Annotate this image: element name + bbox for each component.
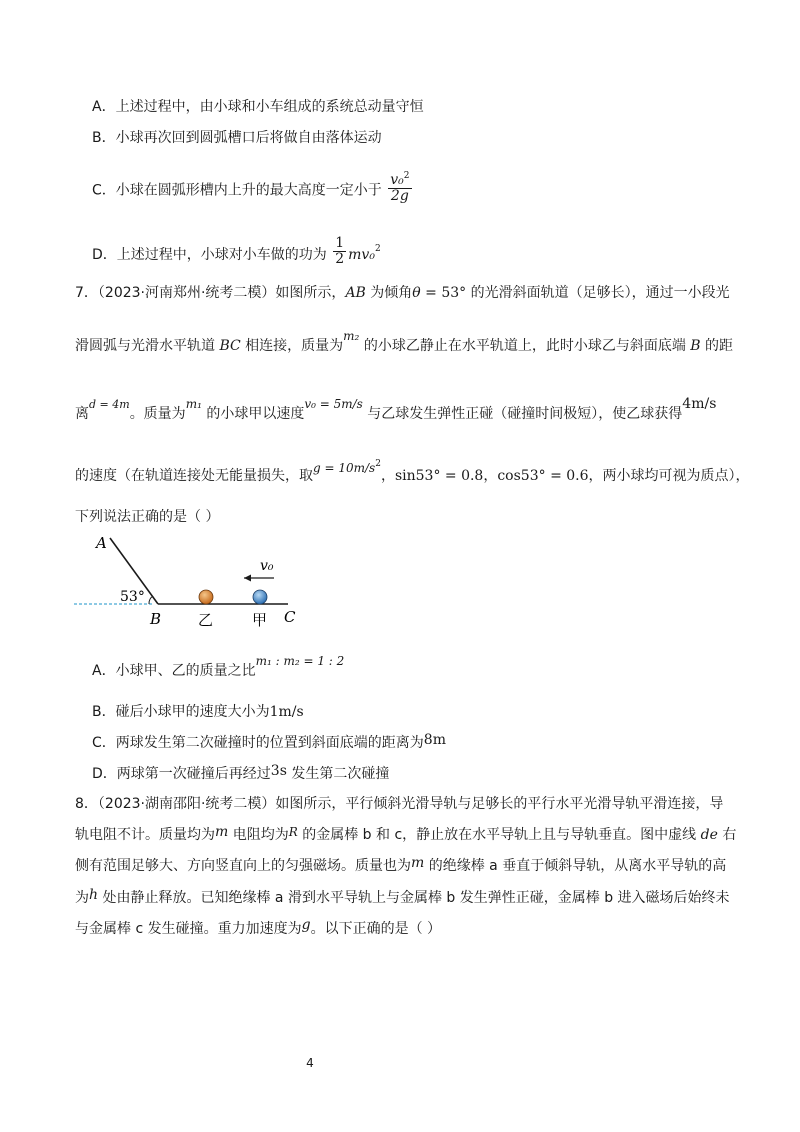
q7-option-c: C．两球发生第二次碰撞时的位置到斜面底端的距离为8m xyxy=(92,732,446,751)
q7-option-a: A．小球甲、乙的质量之比m₁ : m₂ = 1 : 2 xyxy=(92,654,345,679)
q6-option-c-text: C．小球在圆弧形槽内上升的最大高度一定小于 xyxy=(92,182,382,199)
q6-d-numerator: 1 xyxy=(335,234,345,251)
q6-option-d-text: D．上述过程中，小球对小车做的功为 xyxy=(92,247,327,263)
label-c: C xyxy=(284,608,296,626)
velocity-arrow-head xyxy=(244,575,251,582)
q6-c-denominator: 2g xyxy=(390,188,409,204)
label-v0: v₀ xyxy=(260,558,274,574)
label-yi: 乙 xyxy=(198,611,214,629)
q8-line-5: 与金属棒 c 发生碰撞。重力加速度为g。以下正确的是（ ） xyxy=(75,917,442,937)
q6-option-c xyxy=(92,173,414,208)
q7-line-4: 的速度（在轨道连接处无能量损失，取$g = 10m/s^2$，sin53° = 0.8，cos53° = 0.6，两小球均可视为质点）， xyxy=(75,459,750,484)
ball-jia xyxy=(253,590,267,604)
q8-line-4: 为h 处由静止释放。已知绝缘棒 a 滑到水平导轨上与金属棒 b 发生弹性正碰，金属棒 b 进入磁场后始终未 xyxy=(75,887,730,906)
q7-line-3: 离$^{d = 4m}$。质量为m₁ 的小球甲以速度v₀ = 5m/s 与乙球发生弹性正碰（碰撞时间极短），使乙球获得4m/s xyxy=(75,396,717,422)
page-number: 4 xyxy=(306,1056,314,1070)
label-b: B xyxy=(150,610,162,628)
q6-option-c-fraction xyxy=(388,169,411,204)
q6-d-denominator: 2 xyxy=(335,250,345,267)
q6-option-d-fraction xyxy=(333,236,346,267)
q6-option-a: A．上述过程中，由小球和小车组成的系统总动量守恒 xyxy=(92,99,424,115)
q7-line-1: 7．（2023·河南郑州·统考二模）如图所示，AB 为倾角θ = 53° 的光滑斜面轨道（足够长），通过一小段光 xyxy=(75,285,730,301)
q7-option-b: B．碰后小球甲的速度大小为1m/s xyxy=(92,704,304,720)
q7-option-d: D．两球第一次碰撞后再经过3s 发生第二次碰撞 xyxy=(92,763,390,782)
q7-line-5: 下列说法正确的是（ ） xyxy=(75,509,220,525)
q8-line-3: 侧有范围足够大、方向竖直向上的匀强磁场。质量也为m 的绝缘棒 a 垂直于倾斜导轨，从离水平导轨的高 xyxy=(75,855,727,874)
q6-option-d: D．上述过程中，小球对小车做的功为 $\frac{1}{2}$ mv₀$^2$ xyxy=(92,234,381,267)
label-jia: 甲 xyxy=(252,611,268,629)
q6-c-numerator: v₀$^2$ xyxy=(390,171,410,188)
q8-line-2: 轨电阻不计。质量均为m 电阻均为R 的金属棒 b 和 c，静止放在水平导轨上且与导轨垂直。图中虚线 de 右 xyxy=(75,824,737,843)
label-a: A xyxy=(96,534,107,552)
q8-line-1: 8．（2023·湖南邵阳·统考二模）如图所示，平行倾斜光滑导轨与足够长的平行水平光滑导轨平滑连接，导 xyxy=(75,796,724,812)
q6-option-b: B．小球再次回到圆弧槽口后将做自由落体运动 xyxy=(92,130,382,146)
label-angle: 53° xyxy=(120,589,145,605)
q6-d-expression: mv₀ xyxy=(348,247,375,263)
incline-diagram xyxy=(70,530,310,630)
ball-yi xyxy=(199,590,213,604)
q7-line-2: 滑圆弧与光滑水平轨道 BC 相连接，质量为m₂ 的小球乙静止在水平轨道上，此时小球乙与斜面底端 B 的距 xyxy=(75,329,734,354)
